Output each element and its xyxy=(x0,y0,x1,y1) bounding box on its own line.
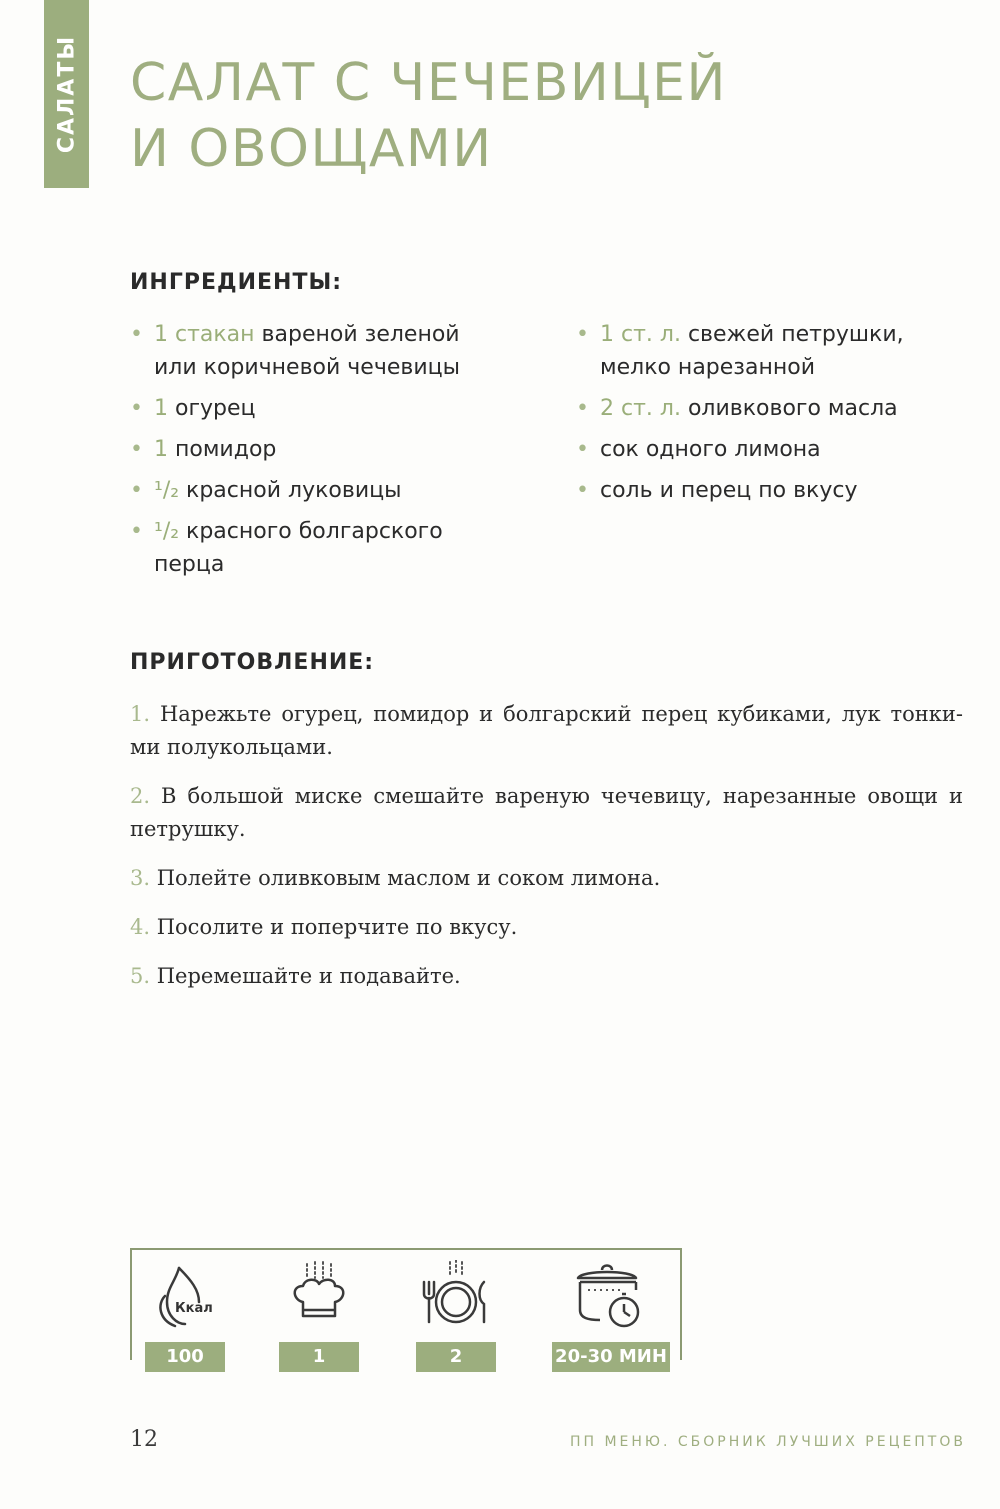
ingredient-item xyxy=(576,474,936,507)
ingredient-item xyxy=(130,392,490,425)
section-tab xyxy=(44,0,89,188)
ingredient-item xyxy=(130,474,490,507)
ingredient-qty: 2 ст. л. xyxy=(600,396,681,421)
step-text: Посолите и поперчите по вкусу. xyxy=(150,915,518,939)
calories-info xyxy=(145,1250,225,1370)
ingredient-qty: 1 xyxy=(154,437,168,462)
time-info xyxy=(552,1250,670,1370)
step xyxy=(130,862,963,895)
calories-value: 100 xyxy=(145,1342,225,1372)
ingredient-qty: 1 xyxy=(154,396,168,421)
ingredient-text: помидор xyxy=(168,437,277,462)
preparation-heading: ПРИГОТОВЛЕНИЕ: xyxy=(130,650,375,675)
ingredient-item xyxy=(576,318,936,384)
step xyxy=(130,911,963,944)
ingredient-item xyxy=(130,318,490,384)
step-number: 1. xyxy=(130,702,151,726)
ingredient-text: сок одного лимона xyxy=(600,437,821,462)
ingredient-item xyxy=(576,392,936,425)
step-text: Полейте оливковым маслом и соком лимона. xyxy=(150,866,661,890)
ingredients-list-left xyxy=(130,318,490,589)
servings-info xyxy=(416,1250,496,1370)
plate-cutlery-icon xyxy=(416,1260,496,1332)
ingredient-text: красного болгарского перца xyxy=(154,519,443,577)
chef-hat-icon xyxy=(279,1260,359,1332)
recipe-title xyxy=(130,50,727,182)
ingredient-text: красной луковицы xyxy=(179,478,402,503)
title-line: САЛАТ С ЧЕЧЕВИЦЕЙ xyxy=(130,53,727,113)
ingredients-heading: ИНГРЕДИЕНТЫ: xyxy=(130,270,343,295)
pot-timer-icon xyxy=(552,1260,670,1332)
step-number: 4. xyxy=(130,915,151,939)
step xyxy=(130,780,963,846)
ingredient-text: свежей петрушки, мелко нарезанной xyxy=(600,322,904,380)
ingredient-qty: 1 стакан xyxy=(154,322,255,347)
step-text: В большой миске смешайте вареную чечевицу, нарезанные овощи и петрушку. xyxy=(130,784,963,841)
page-number: 12 xyxy=(130,1427,158,1452)
difficulty-value: 1 xyxy=(279,1342,359,1372)
book-title-footer: ПП МЕНЮ. СБОРНИК ЛУЧШИХ РЕЦЕПТОВ xyxy=(569,1434,966,1450)
ingredient-qty: 1 ст. л. xyxy=(600,322,681,347)
section-tab-label: САЛАТЫ xyxy=(54,34,79,154)
ingredient-text: соль и перец по вкусу xyxy=(600,478,858,503)
step-text: Перемешайте и подавайте. xyxy=(150,964,461,988)
ingredients-list-right xyxy=(576,318,936,515)
ingredient-item xyxy=(130,433,490,466)
ingredient-text: огурец xyxy=(168,396,256,421)
preparation-steps xyxy=(130,698,963,1009)
ingredient-qty: ¹/₂ xyxy=(154,478,180,503)
difficulty-info xyxy=(279,1250,359,1370)
recipe-info-panel xyxy=(130,1248,682,1367)
servings-value: 2 xyxy=(416,1342,496,1372)
title-line: И ОВОЩАМИ xyxy=(130,119,493,179)
step-text: Нарежьте огурец, помидор и болгарский перец кубиками, лук тонки-ми полукольцами. xyxy=(130,702,963,759)
ingredient-text: оливкового масла xyxy=(680,396,898,421)
ingredient-qty: ¹/₂ xyxy=(154,519,180,544)
step-number: 5. xyxy=(130,964,151,988)
ingredient-item xyxy=(576,433,936,466)
ingredient-text: вареной зеленой или коричневой чечевицы xyxy=(154,322,460,380)
step-number: 3. xyxy=(130,866,151,890)
step xyxy=(130,698,963,764)
step-number: 2. xyxy=(130,784,151,808)
ingredient-item xyxy=(130,515,490,581)
time-value: 20-30 МИН xyxy=(552,1342,670,1372)
step xyxy=(130,960,963,993)
kcal-icon-label: Ккал xyxy=(175,1301,213,1316)
flame-kcal-icon xyxy=(145,1260,225,1332)
